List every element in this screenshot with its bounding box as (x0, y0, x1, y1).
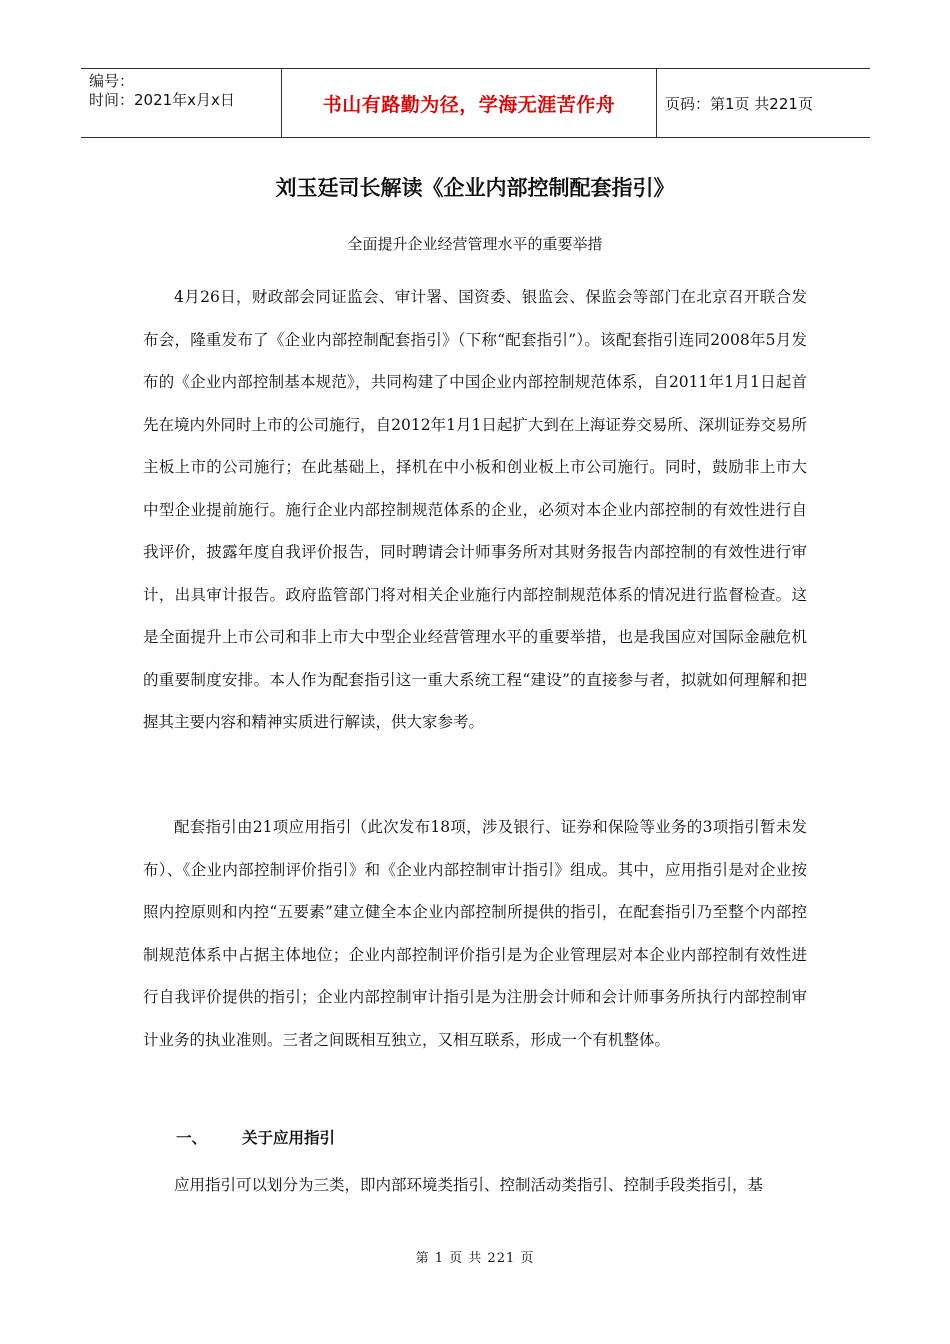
paragraph-1: 4月26日，财政部会同证监会、审计署、国资委、银监会、保监会等部门在北京召开联合发布会，隆重发布了《企业内部控制配套指引》（下称“配套指引”）。该配套指引连同2008年5月发布的《企业内部控制基本规范》，共同构建了中国企业内部控制规范体系，自2011年1月1日起首先在境内外同时上市的公司施行，自2012年1月1日起扩大到在上海证券交易所、深圳证券交易所主板上市的公司施行；在此基础上，择机在中小板和创业板上市公司施行。同时，鼓励非上市大中型企业提前施行。施行企业内部控制规范体系的企业，必须对本企业内部控制的有效性进行自我评价，披露年度自我评价报告，同时聘请会计师事务所对其财务报告内部控制的有效性进行审计，出具审计报告。政府监管部门将对相关企业施行内部控制规范体系的情况进行监督检查。这是全面提升上市公司和非上市大中型企业经营管理水平的重要举措，也是我国应对国际金融危机的重要制度安排。本人作为配套指引这一重大系统工程“建设”的直接参与者，拟就如何理解和把握其主要内容和精神实质进行解读，供大家参考。 (143, 288, 807, 731)
document-title: 刘玉廷司长解读《企业内部控制配套指引》 (275, 176, 675, 200)
number-label: 编号： (89, 72, 135, 90)
paragraph-3: 应用指引可以划分为三类，即内部环境类指引、控制活动类指引、控制手段类指引，基 (174, 1176, 764, 1194)
document-subtitle: 全面提升企业经营管理水平的重要举措 (347, 235, 603, 253)
paragraph-2: 配套指引由21项应用指引（此次发布18项，涉及银行、证券和保险等业务的3项指引暂未发布）、《企业内部控制评价指引》和《企业内部控制审计指引》组成。其中，应用指引是对企业按照内控原则和内控“五要素”建立健全本企业内部控制所提供的指引，在配套指引乃至整个内部控制规范体系中占据主体地位；企业内部控制评价指引是为企业管理层对本企业内部控制有效性进行自我评价提供的指引；企业内部控制审计指引是为注册会计师和会计师事务所执行内部控制审计业务的执业准则。三者之间既相互独立，又相互联系，形成一个有机整体。 (143, 818, 807, 1049)
section-title: 关于应用指引 (242, 1129, 336, 1147)
time-label: 时间：2021年x月x日 (89, 91, 235, 109)
section-heading (176, 1126, 335, 1148)
motto: 书山有路勤为径，学海无涯苦作舟 (281, 69, 657, 137)
page-info: 页码：第1页 共221页 (665, 94, 813, 113)
document-header (81, 68, 870, 138)
page-footer: 第 1 页 共 221 页 (415, 1251, 535, 1266)
section-number: 一、 (176, 1129, 208, 1147)
header-meta (81, 69, 281, 137)
